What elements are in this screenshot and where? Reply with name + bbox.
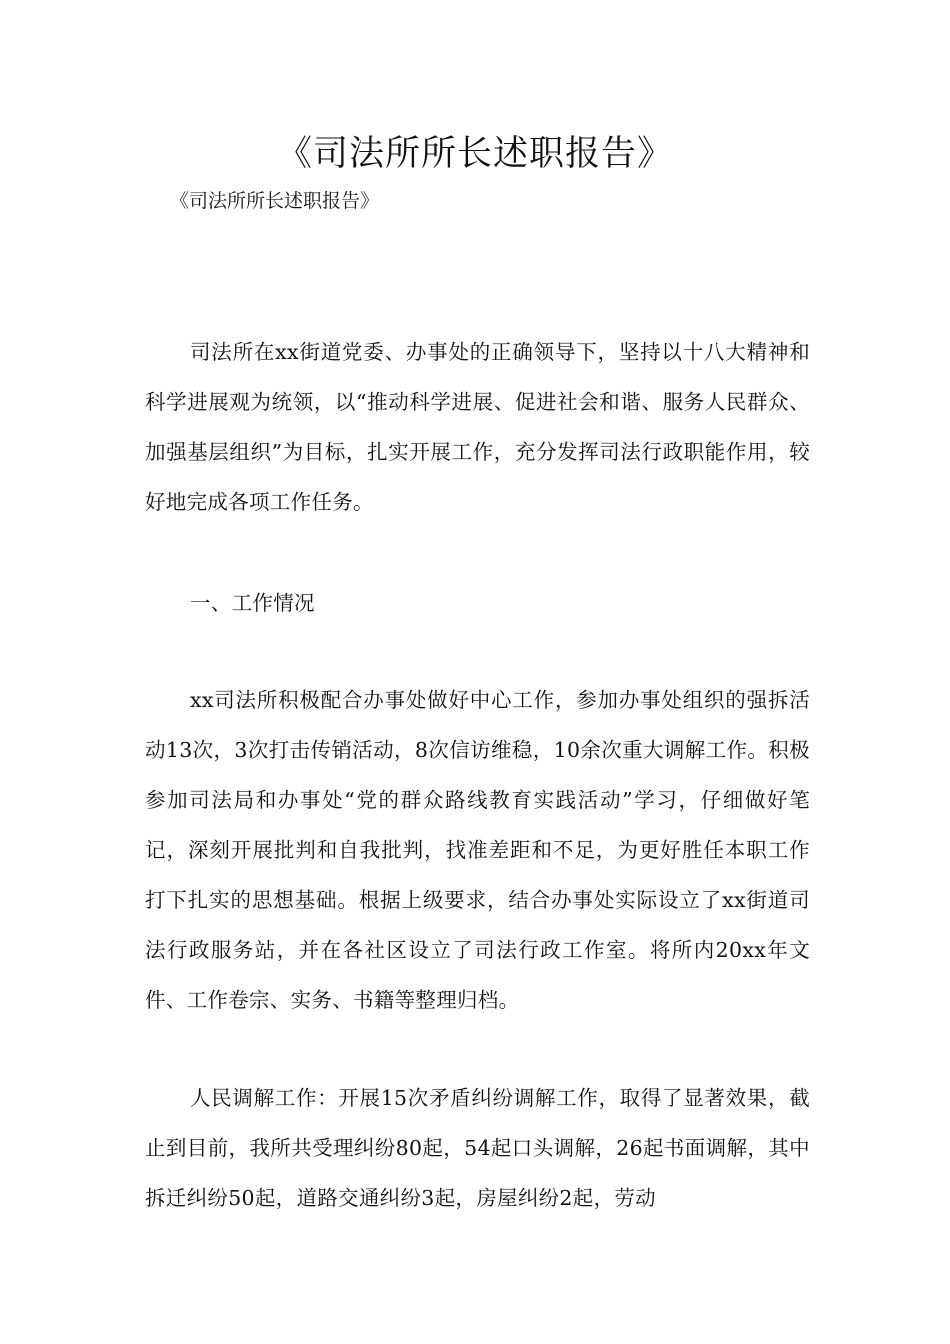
work-paragraph: xx司法所积极配合办事处做好中心工作，参加办事处组织的强拆活动13次，3次打击传销活动，8次信访维稳，10余次重大调解工作。积极参加司法局和办事处“党的群众路线教育实践活动”学习，仔细做好笔记，深刻开展批判和自我批判，找准差距和不足，为更好胜任本职工作打下扎实的思想基础。根据上级要求，结合办事处实际设立了xx街道司法行政服务站，并在各社区设立了司法行政工作室。将所内20xx年文件、工作卷宗、实务、书籍等整理归档。 <box>145 688 810 1012</box>
section-heading: 一、工作情况 <box>190 591 315 615</box>
document-subtitle: 《司法所所长述职报告》 <box>170 190 380 212</box>
intro-paragraph: 司法所在xx街道党委、办事处的正确领导下，坚持以十八大精神和科学进展观为统领，以“推动科学进展、促进社会和谐、服务人民群众、加强基层组织”为目标，扎实开展工作，充分发挥司法行政职能作用，较好地完成各项工作任务。 <box>145 340 810 514</box>
document-title: 《司法所所长述职报告》 <box>276 134 673 174</box>
mediation-paragraph: 人民调解工作：开展15次矛盾纠纷调解工作，取得了显著效果，截止到目前，我所共受理纠纷80起，54起口头调解，26起书面调解，其中拆迁纠纷50起，道路交通纠纷3起，房屋纠纷2起，劳动 <box>145 1086 810 1210</box>
